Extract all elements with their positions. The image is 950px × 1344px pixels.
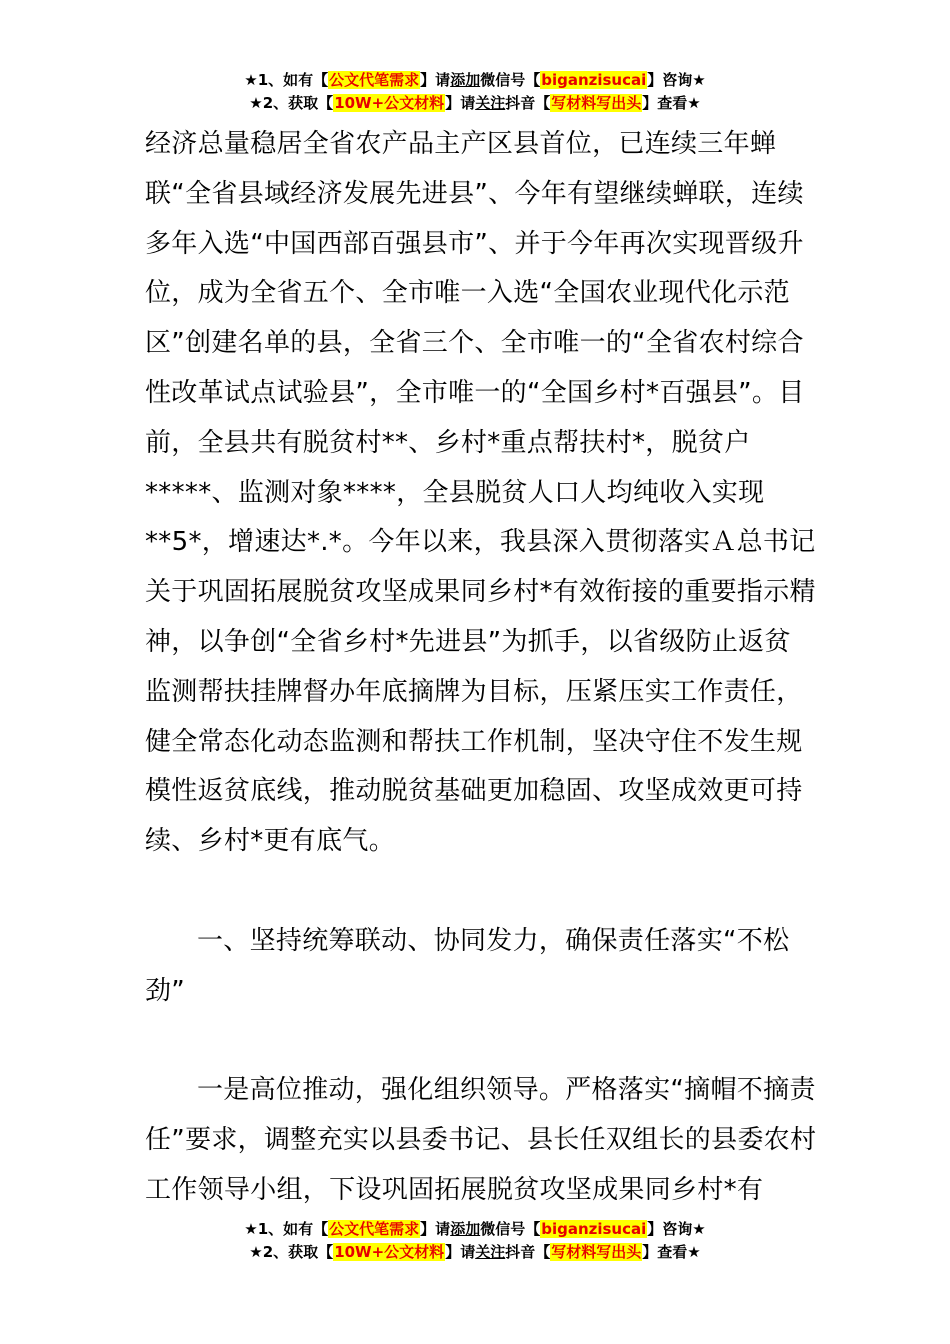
- banner-text: ★1、如有【: [244, 71, 329, 89]
- banner-text: 】请: [420, 1220, 451, 1238]
- banner-text: 微信号【: [480, 71, 541, 89]
- banner-text: 】请: [445, 1243, 476, 1261]
- banner-underlined-text: 关注: [475, 94, 506, 112]
- banner-text: 】查看★: [642, 94, 701, 112]
- banner-highlight: 写材料写出头: [551, 94, 642, 112]
- banner-line-1: [0, 69, 950, 92]
- banner-wechat-id: biganzisucai: [541, 71, 647, 89]
- banner-wechat-id: biganzisucai: [541, 1220, 647, 1238]
- banner-text: 】请: [445, 94, 476, 112]
- footer-banner: [0, 1218, 950, 1264]
- banner-underlined-text: 关注: [475, 1243, 506, 1261]
- banner-text: 】咨询★: [647, 71, 706, 89]
- banner-highlight: 公文代笔需求: [329, 1220, 420, 1238]
- body-paragraph: 一是高位推动，强化组织领导。严格落实“摘帽不摘责任”要求，调整充实以县委书记、县长任双组长的县委农村工作领导小组，下设巩固拓展脱贫攻坚成果同乡村*有: [145, 1075, 817, 1205]
- banner-highlight: 10W+公文材料: [334, 1243, 445, 1261]
- banner-highlight: 公文代笔需求: [329, 71, 420, 89]
- banner-text: ★1、如有【: [244, 1220, 329, 1238]
- header-banner: [0, 69, 950, 115]
- banner-line-2: [0, 1241, 950, 1264]
- banner-text: 】请: [420, 71, 451, 89]
- banner-text: 抖音【: [505, 1243, 551, 1261]
- banner-text: ★2、获取【: [249, 94, 334, 112]
- body-paragraph: 经济总量稳居全省农产品主产区县首位，已连续三年蝉联“全省县域经济发展先进县”、今年有望继续蝉联，连续多年入选“中国西部百强县市”、并于今年再次实现晋级升位，成为全省五个、全市唯一入选“全国农业现代化示范区”创建名单的县，全省三个、全市唯一的“全省农村综合性改革试点试验县”，全市唯一的“全国乡村*百强县”。目前，全县共有脱贫村**、乡村*重点帮扶村*，脱贫户*****、监测对象****，全县脱贫人口人均纯收入实现**5*，增速达*.*。今年以来，我县深入贯彻落实Ａ总书记关于巩固拓展脱贫攻坚成果同乡村*有效衔接的重要指示精神，以争创“全省乡村*先进县”为抓手，以省级防止返贫监测帮扶挂牌督办年底摘牌为目标，压紧压实工作责任，健全常态化动态监测和帮扶工作机制，坚决守住不发生规模性返贫底线，推动脱贫基础更加稳固、攻坚成效更可持续、乡村*更有底气。: [145, 129, 816, 857]
- banner-line-2: [0, 92, 950, 115]
- section-heading: 一、坚持统筹联动、协同发力，确保责任落实“不松劲”: [145, 925, 790, 1006]
- banner-highlight: 写材料写出头: [551, 1243, 642, 1261]
- banner-text: 抖音【: [505, 94, 551, 112]
- banner-text: 微信号【: [480, 1220, 541, 1238]
- document-body: [145, 120, 817, 1216]
- banner-line-1: [0, 1218, 950, 1241]
- banner-text: 】查看★: [642, 1243, 701, 1261]
- banner-underlined-text: 添加: [450, 71, 481, 89]
- banner-text: 】咨询★: [647, 1220, 706, 1238]
- banner-underlined-text: 添加: [450, 1220, 481, 1238]
- banner-text: ★2、获取【: [249, 1243, 334, 1261]
- banner-highlight: 10W+公文材料: [334, 94, 445, 112]
